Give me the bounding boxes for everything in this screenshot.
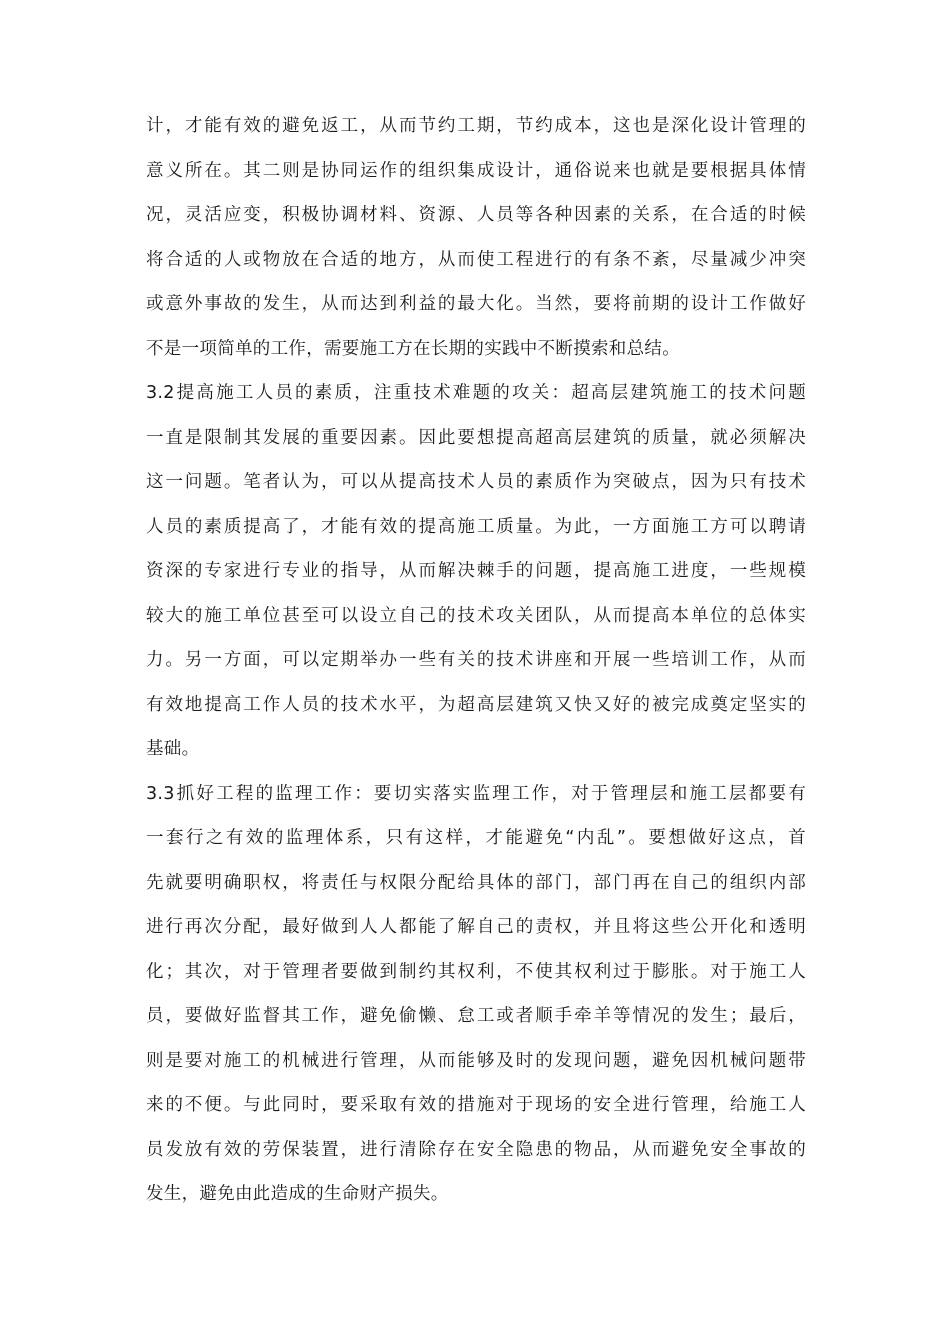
section-3-2-heading-line: 3.2提高施工人员的素质，注重技术难题的攻关：超高层建筑施工的技术问题 (146, 383, 806, 403)
text-line: 基础。 (146, 739, 200, 759)
text-line: 有效地提高工作人员的技术水平，为超高层建筑又快又好的被完成奠定坚实的 (146, 695, 806, 715)
text-line: 将合适的人或物放在合适的地方，从而使工程进行的有条不紊，尽量减少冲突 (146, 250, 806, 270)
section-3-3-heading-line: 3.3抓好工程的监理工作：要切实落实监理工作，对于管理层和施工层都要有 (146, 784, 806, 804)
text-line: 化；其次，对于管理者要做到制约其权利，不使其权利过于膨胀。对于施工人 (146, 962, 806, 982)
text-line: 先就要明确职权，将责任与权限分配给具体的部门，部门再在自己的组织内部 (146, 873, 806, 893)
text-line: 况，灵活应变，积极协调材料、资源、人员等各种因素的关系，在合适的时候 (146, 205, 806, 225)
text-line: 意义所在。其二则是协同运作的组织集成设计，通俗说来也就是要根据具体情 (146, 161, 806, 181)
text-line: 来的不便。与此同时，要采取有效的措施对于现场的安全进行管理，给施工人 (146, 1095, 806, 1115)
text-line: 发生，避免由此造成的生命财产损失。 (146, 1184, 449, 1204)
text-line: 人员的素质提高了，才能有效的提高施工质量。为此，一方面施工方可以聘请 (146, 517, 806, 537)
text-line: 计，才能有效的避免返工，从而节约工期，节约成本，这也是深化设计管理的 (146, 116, 806, 136)
text-line: 一直是限制其发展的重要因素。因此要想提高超高层建筑的质量，就必须解决 (146, 428, 806, 448)
text-line: 不是一项简单的工作，需要施工方在长期的实践中不断摸索和总结。 (146, 339, 680, 359)
text-line: 进行再次分配，最好做到人人都能了解自己的责权，并且将这些公开化和透明 (146, 917, 806, 937)
text-line: 力。另一方面，可以定期举办一些有关的技术讲座和开展一些培训工作，从而 (146, 650, 806, 670)
text-line: 这一问题。笔者认为，可以从提高技术人员的素质作为突破点，因为只有技术 (146, 472, 806, 492)
text-line: 员发放有效的劳保装置，进行清除存在安全隐患的物品，从而避免安全事故的 (146, 1140, 806, 1160)
text-line: 则是要对施工的机械进行管理，从而能够及时的发现问题，避免因机械问题带 (146, 1051, 806, 1071)
text-line: 或意外事故的发生，从而达到利益的最大化。当然，要将前期的设计工作做好 (146, 294, 806, 314)
text-line: 较大的施工单位甚至可以设立自己的技术攻关团队，从而提高本单位的总体实 (146, 606, 806, 626)
text-line: 资深的专家进行专业的指导，从而解决棘手的问题，提高施工进度，一些规模 (146, 561, 806, 581)
text-line: 员，要做好监督其工作，避免偷懒、怠工或者顺手牵羊等情况的发生；最后， (146, 1006, 806, 1026)
text-line: 一套行之有效的监理体系，只有这样，才能避免“内乱”。要想做好这点，首 (146, 828, 806, 848)
